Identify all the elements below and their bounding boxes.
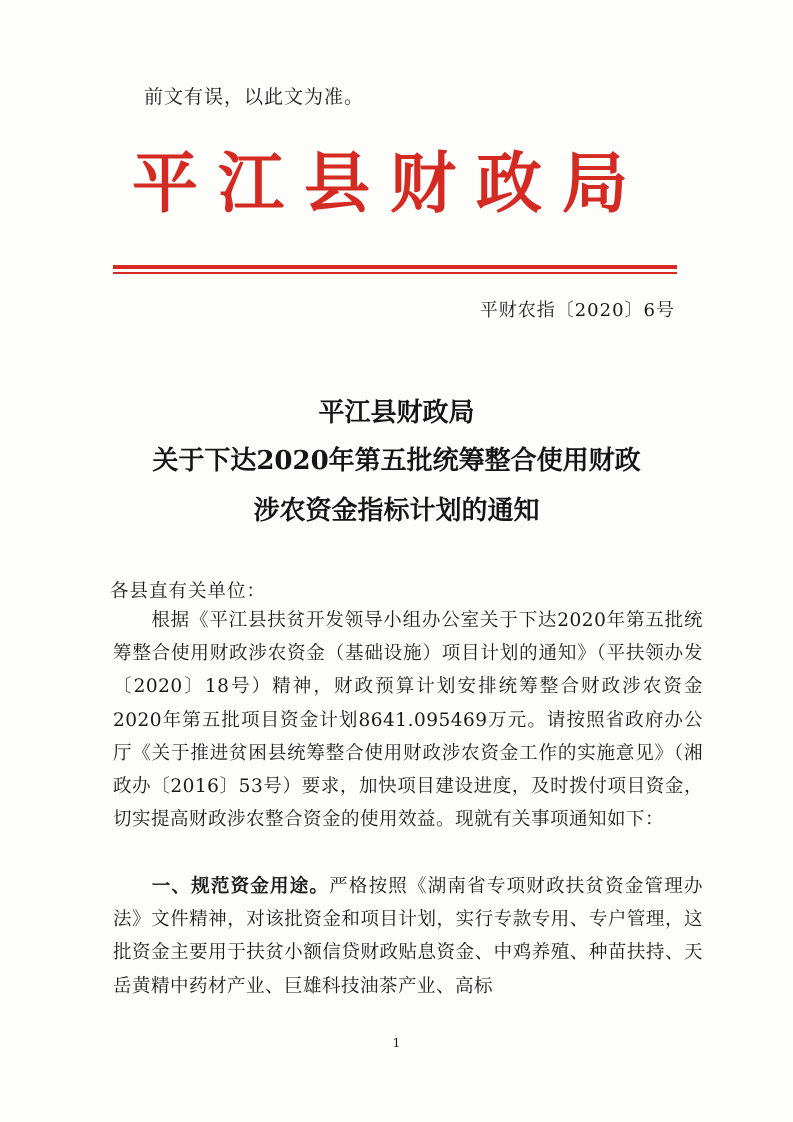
body-paragraph-1 (113, 604, 703, 870)
page-number: 1 (392, 1036, 401, 1050)
document-title-line-2: 关于下达2020年第五批统筹整合使用财政 (152, 446, 641, 476)
document-title-line-3: 涉农资金指标计划的通知 (253, 496, 540, 526)
salutation: 各县直有关单位： (110, 581, 267, 602)
document-number: 平财农指〔2020〕6号 (479, 300, 675, 321)
body-paragraph-2 (113, 870, 703, 1003)
document-title-line-1: 平江县财政局 (318, 398, 475, 428)
letterhead-rule-thick (113, 265, 677, 269)
paragraph-2-text: 严格按照《湖南省专项财政扶贫资金管理办法》文件精神，对该批资金和项目计划，实行专款专用、专户管理，这批资金主要用于扶贫小额信贷财政贴息资金、中鸡养殖、种苗扶持、天岳黄精中药材产业、巨雄科技油茶产业、高标 (113, 876, 703, 997)
section-heading-1: 一、规范资金用途。 (151, 876, 330, 897)
letterhead-title: 平江县财政局 (132, 144, 648, 222)
paragraph-1-text: 根据《平江县扶贫开发领导小组办公室关于下达2020年第五批统筹整合使用财政涉农资金（基础设施）项目计划的通知》（平扶领办发〔2020〕18号）精神，财政预算计划安排统筹整合财政涉农资金2020年第五批项目资金计划8641.095469万元。请按照省政府办公厅《关于推进贫困县统筹整合使用财政涉农资金工作的实施意见》（湘政办〔2016〕53号）要求，加快项目建设进度，及时拨付项目资金，切实提高财政涉农整合资金的使用效益。现就有关事项通知如下： (113, 610, 703, 831)
letterhead-rule-thin (113, 272, 677, 274)
correction-note: 前文有误，以此文为准。 (144, 86, 365, 108)
